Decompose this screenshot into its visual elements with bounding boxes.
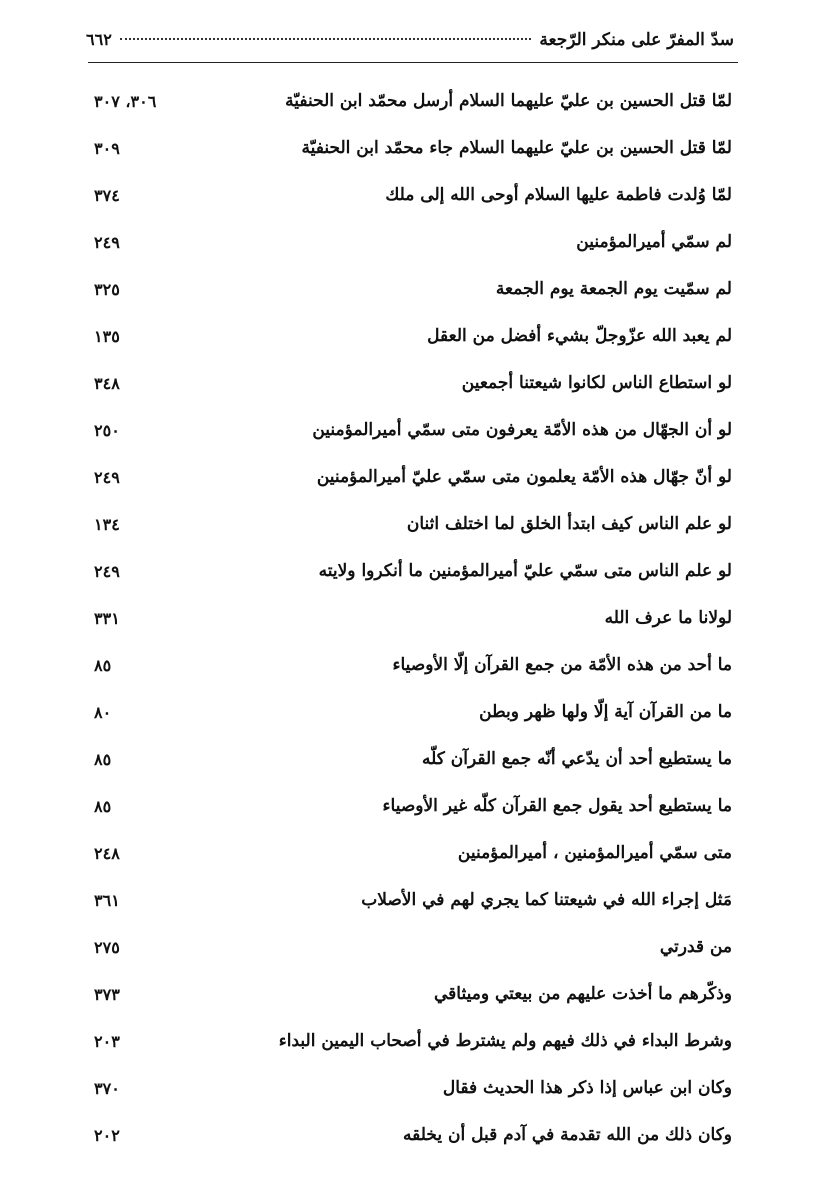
index-entry bbox=[92, 313, 732, 360]
entry-text: من قدرتي bbox=[659, 937, 732, 958]
entry-page-numbers: ٢٤٩ bbox=[94, 562, 120, 581]
entry-text: لو استطاع الناس لكانوا شيعتنا أجمعين bbox=[461, 373, 732, 394]
header-rule bbox=[88, 62, 738, 63]
index-entry bbox=[92, 219, 732, 266]
dot-leader bbox=[120, 38, 532, 40]
entry-text: لمّا قتل الحسين بن عليّ عليهما السلام جاء محمّد ابن الحنفيّة bbox=[301, 138, 732, 159]
entry-text: ما من القرآن آية إلّا ولها ظهر وبطن bbox=[479, 702, 732, 723]
entry-page-numbers: ٣٧٠ bbox=[94, 1079, 120, 1098]
entry-page-numbers: ٢٥٠ bbox=[94, 421, 120, 440]
entry-text: لمّا وُلدت فاطمة عليها السلام أوحى الله إلى ملك bbox=[385, 185, 732, 206]
index-entry bbox=[92, 1018, 732, 1065]
entry-page-numbers: ٣٠٩ bbox=[94, 139, 120, 158]
index-list bbox=[92, 78, 732, 1159]
entry-page-numbers: ٢٧٥ bbox=[94, 938, 120, 957]
index-entry bbox=[92, 501, 732, 548]
book-title: سدّ المفرّ على منكر الرّجعة bbox=[539, 30, 734, 50]
index-entry bbox=[92, 78, 732, 125]
index-entry bbox=[92, 924, 732, 971]
index-entry bbox=[92, 689, 732, 736]
entry-text: لو علم الناس كيف ابتدأ الخلق لما اختلف اثنان bbox=[406, 514, 732, 535]
index-entry bbox=[92, 454, 732, 501]
entry-text: وشرط البداء في ذلك فيهم ولم يشترط في أصحاب اليمين البداء bbox=[278, 1031, 732, 1052]
entry-page-numbers: ٣٠٦، ٣٠٧ bbox=[94, 92, 157, 111]
index-entry bbox=[92, 830, 732, 877]
entry-text: لمّا قتل الحسين بن عليّ عليهما السلام أرسل محمّد ابن الحنفيّة bbox=[285, 91, 732, 112]
running-header bbox=[86, 30, 734, 58]
entry-page-numbers: ٢٤٩ bbox=[94, 233, 120, 252]
index-entry bbox=[92, 736, 732, 783]
entry-text: وكان ذلك من الله تقدمة في آدم قبل أن يخلقه bbox=[403, 1125, 732, 1146]
index-entry bbox=[92, 407, 732, 454]
entry-text: ما يستطيع أحد يقول جمع القرآن كلّه غير الأوصياء bbox=[382, 796, 732, 817]
entry-text: مَثل إجراء الله في شيعتنا كما يجري لهم في الأصلاب bbox=[361, 890, 732, 911]
index-entry bbox=[92, 548, 732, 595]
entry-page-numbers: ٨٠ bbox=[94, 703, 112, 722]
entry-page-numbers: ٨٥ bbox=[94, 656, 112, 675]
index-entry bbox=[92, 1112, 732, 1159]
entry-page-numbers: ٣٢٥ bbox=[94, 280, 120, 299]
index-entry bbox=[92, 125, 732, 172]
index-entry bbox=[92, 360, 732, 407]
entry-page-numbers: ٢٠٢ bbox=[94, 1126, 120, 1145]
entry-text: وكان ابن عباس إذا ذكر هذا الحديث فقال bbox=[442, 1078, 732, 1099]
index-entry bbox=[92, 971, 732, 1018]
entry-text: ما أحد من هذه الأمّة من جمع القرآن إلّا الأوصياء bbox=[392, 655, 732, 676]
index-entry bbox=[92, 1065, 732, 1112]
entry-text: متى سمّي أميرالمؤمنين ، أميرالمؤمنين bbox=[457, 843, 732, 864]
entry-text: لو أن الجهّال من هذه الأمّة يعرفون متى سمّي أميرالمؤمنين bbox=[312, 420, 732, 441]
entry-page-numbers: ٣٧٤ bbox=[94, 186, 120, 205]
entry-text: لم يعبد الله عزّوجلّ بشيء أفضل من العقل bbox=[427, 326, 732, 347]
index-entry bbox=[92, 783, 732, 830]
entry-page-numbers: ٨٥ bbox=[94, 750, 112, 769]
index-entry bbox=[92, 642, 732, 689]
entry-page-numbers: ٣٤٨ bbox=[94, 374, 120, 393]
entry-text: وذكّرهم ما أخذت عليهم من بيعتي وميثاقي bbox=[434, 984, 732, 1005]
entry-text: لولانا ما عرف الله bbox=[604, 608, 732, 629]
index-entry bbox=[92, 595, 732, 642]
entry-page-numbers: ٢٤٨ bbox=[94, 844, 120, 863]
entry-page-numbers: ٢٠٣ bbox=[94, 1032, 120, 1051]
entry-text: ما يستطيع أحد أن يدّعي أنّه جمع القرآن كلّه bbox=[422, 749, 732, 770]
entry-text: لم سمّي أميرالمؤمنين bbox=[576, 232, 732, 253]
page-number: ٦٦٢ bbox=[86, 30, 112, 49]
index-entry bbox=[92, 266, 732, 313]
entry-page-numbers: ٣٦١ bbox=[94, 891, 120, 910]
entry-page-numbers: ١٣٥ bbox=[94, 327, 120, 346]
entry-page-numbers: ٢٤٩ bbox=[94, 468, 120, 487]
index-entry bbox=[92, 877, 732, 924]
entry-page-numbers: ٣٧٣ bbox=[94, 985, 120, 1004]
entry-page-numbers: ٣٣١ bbox=[94, 609, 120, 628]
entry-page-numbers: ٨٥ bbox=[94, 797, 112, 816]
entry-text: لم سمّيت يوم الجمعة يوم الجمعة bbox=[495, 279, 732, 300]
entry-page-numbers: ١٣٤ bbox=[94, 515, 120, 534]
entry-text: لو أنّ جهّال هذه الأمّة يعلمون متى سمّي عليّ أميرالمؤمنين bbox=[316, 467, 732, 488]
entry-text: لو علم الناس متى سمّي عليّ أميرالمؤمنين ما أنكروا ولايته bbox=[318, 561, 732, 582]
index-entry bbox=[92, 172, 732, 219]
